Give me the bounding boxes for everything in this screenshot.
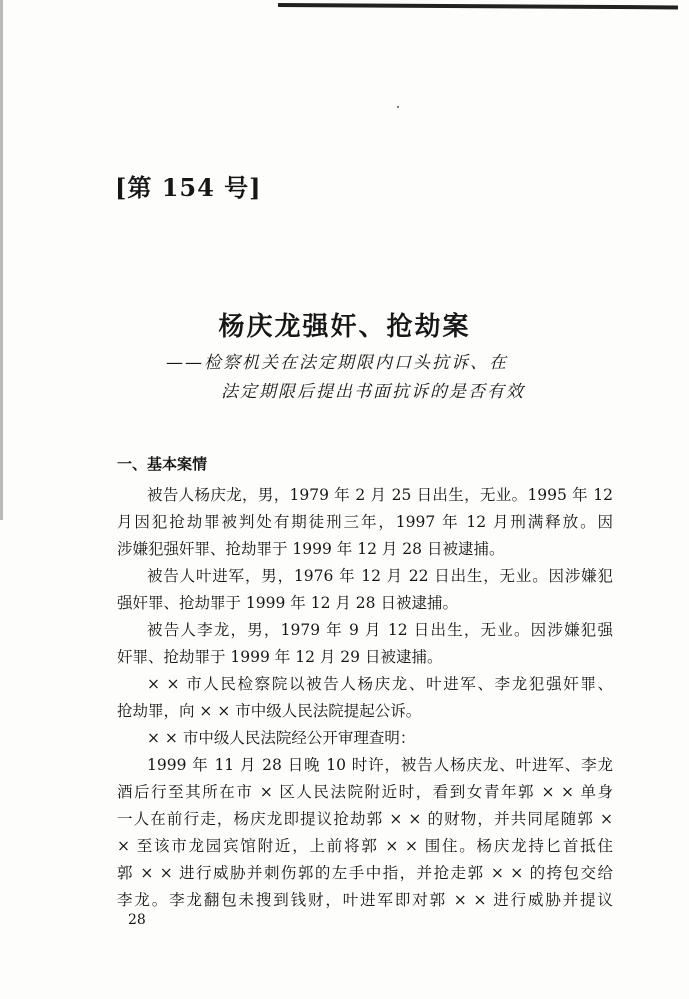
page-number: 28: [128, 912, 146, 928]
body-line: 涉嫌犯强奸罪、抢劫罪于 1999 年 12 月 28 日被逮捕。: [117, 540, 505, 558]
body-line: 酒后行至其所在市 × 区人民法院附近时，看到女青年郭 × × 单身: [117, 783, 613, 801]
header-rule: [278, 3, 678, 9]
body-line: 李龙。李龙翻包未搜到钱财，叶进军即对郭 × × 进行威胁并提议: [117, 891, 613, 909]
body-line: 郭 × × 进行威胁并刺伤郭的左手中指，并抢走郭 × × 的挎包交给: [117, 864, 613, 882]
page-edge-shadow: [0, 0, 3, 520]
case-subtitle-line-2: 法定期限后提出书面抗诉的是否有效: [221, 382, 525, 402]
body-line: 被告人叶进军，男，1976 年 12 月 22 日出生，无业。因涉嫌犯: [147, 567, 613, 585]
body-line: × × 市中级人民法院经公开审理查明：: [147, 729, 416, 747]
body-line: 被告人杨庆龙，男，1979 年 2 月 25 日出生，无业。1995 年 12: [147, 486, 613, 504]
body-line: 奸罪、抢劫罪于 1999 年 12 月 29 日被逮捕。: [117, 648, 443, 666]
case-number: [第 154 号]: [115, 173, 262, 202]
body-line: × × 市人民检察院以被告人杨庆龙、叶进军、李龙犯强奸罪、: [147, 675, 613, 693]
body-line: 1999 年 11 月 28 日晚 10 时许，被告人杨庆龙、叶进军、李龙: [147, 756, 613, 774]
body-line: × 至该市龙园宾馆附近，上前将郭 × × 围住。杨庆龙持匕首抵住: [117, 837, 613, 855]
body-line: 抢劫罪，向 × × 市中级人民法院提起公诉。: [117, 702, 422, 720]
case-title: 杨庆龙强奸、抢劫案: [218, 312, 471, 342]
body-line: 月因犯抢劫罪被判处有期徒刑三年，1997 年 12 月刑满释放。因: [117, 513, 613, 531]
body-line: 被告人李龙，男，1979 年 9 月 12 日出生，无业。因涉嫌犯强: [147, 621, 613, 639]
case-subtitle-line-1: ——检察机关在法定期限内口头抗诉、在: [166, 353, 508, 373]
section-heading: 一、基本案情: [117, 455, 208, 473]
print-speck: [397, 106, 399, 108]
body-line: 一人在前行走，杨庆龙即提议抢劫郭 × × 的财物，并共同尾随郭 ×: [117, 810, 613, 828]
body-line: 强奸罪、抢劫罪于 1999 年 12 月 28 日被逮捕。: [117, 594, 458, 612]
